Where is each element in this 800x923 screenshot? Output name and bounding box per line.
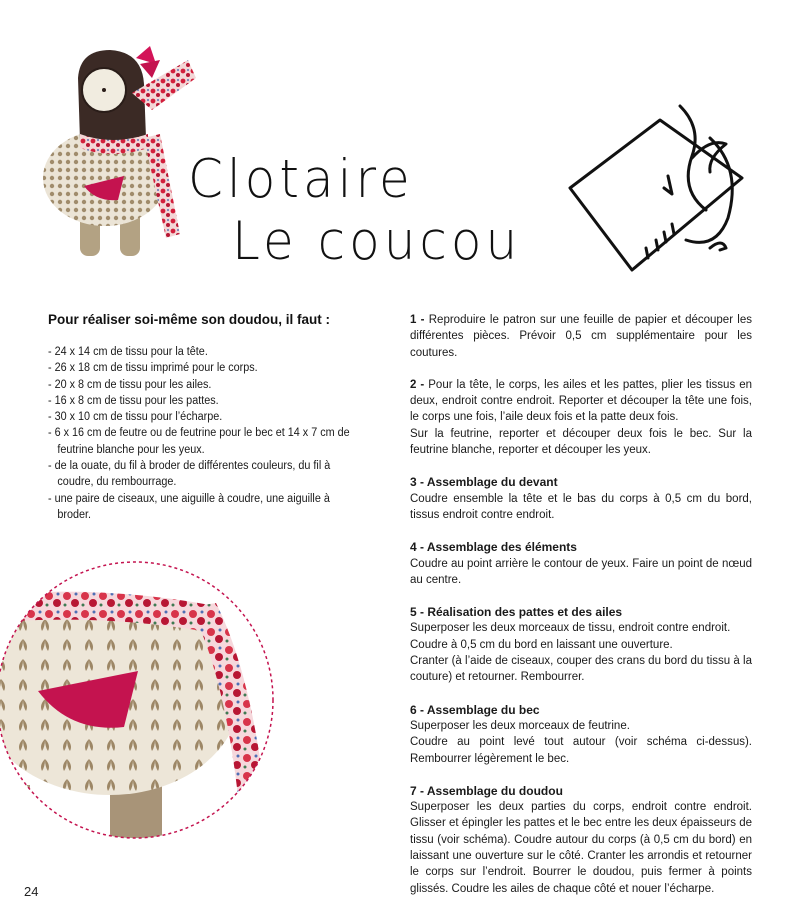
step-7-title: 7 - Assemblage du doudou	[410, 783, 563, 798]
step-2-text: Pour la tête, le corps, les ailes et les pattes, plier les tissus en deux, endroit contre endroit. Reporter et découper la tête une fois, le corps une fois, l’aile deux fois et la patte deux fois.	[410, 378, 752, 424]
step-2-number: 2 -	[410, 378, 429, 391]
step-6-text: Superposer les deux morceaux de feutrine.	[410, 719, 630, 732]
title-line-2: Le coucou	[232, 210, 522, 272]
step-5-text: Superposer les deux morceaux de tissu, endroit contre endroit.	[410, 622, 731, 635]
step-5-text-2: Coudre à 0,5 cm du bord en laissant une ouverture.	[410, 638, 673, 651]
list-item: - 6 x 16 cm de feutre ou de feutrine pour le bec et 14 x 7 cm de feutrine blanche pour les yeux.	[48, 427, 350, 456]
step-3	[410, 474, 752, 523]
step-2-text-2: Sur la feutrine, reporter et découper deux fois le bec. Sur la feutrine blanche, reporter et découper les yeux.	[410, 427, 752, 457]
materials-list	[48, 344, 370, 523]
list-item: - 30 x 10 cm de tissu pour l’écharpe.	[48, 411, 223, 424]
list-item: - une paire de ciseaux, une aiguille à coudre, une aiguille à broder.	[48, 492, 330, 521]
list-item: - de la ouate, du fil à broder de différentes couleurs, du fil à coudre, du rembourrage.	[48, 460, 331, 489]
step-5-text-3: Cranter (à l’aide de ciseaux, couper des crans du bord du tissu à la couture) et retourner. Rembourrer.	[410, 655, 752, 684]
step-2	[410, 377, 752, 458]
instructions-section	[410, 312, 752, 913]
step-3-text: Coudre ensemble la tête et le bas du corps à 0,5 cm du bord, tissus endroit contre endroit.	[410, 492, 752, 521]
step-6-text-2: Coudre au point levé tout autour (voir schéma ci-dessus). Rembourrer légèrement le bec.	[410, 736, 752, 765]
page-title	[188, 148, 522, 275]
step-4	[410, 539, 752, 588]
step-5-title: 5 - Réalisation des pattes et des ailes	[410, 605, 623, 620]
list-item: - 16 x 8 cm de tissu pour les pattes.	[48, 394, 219, 407]
page-number: 24	[24, 884, 39, 899]
materials-section	[48, 312, 370, 523]
step-1-number: 1 -	[410, 314, 429, 326]
toy-photo-closeup	[0, 555, 280, 845]
step-7-text: Superposer les deux parties du corps, endroit contre endroit. Glisser et épingler les pattes et le bec entre les deux épaisseurs de tissu (voir schéma). Coudre autour du corps (à 0,5 cm du bord) en laissant une ouverture sur le côté. Cranter les arrondis et retourner le corps sur l’endroit. Bourrer le doudou, puis fermer à points glissés. Coudre les ailes de chaque côté et nouer l’écharpe.	[410, 801, 752, 895]
step-5	[410, 604, 752, 685]
step-6	[410, 702, 752, 767]
step-7	[410, 783, 752, 897]
step-1-text: Reproduire le patron sur une feuille de papier et découper les différentes pièces. Prévoir 0,5 cm supplémentaire pour les coutures.	[410, 314, 752, 359]
step-3-title: 3 - Assemblage du devant	[410, 475, 558, 490]
list-item: - 24 x 14 cm de tissu pour la tête.	[48, 346, 208, 358]
list-item: - 20 x 8 cm de tissu pour les ailes.	[48, 378, 212, 391]
step-6-title: 6 - Assemblage du bec	[410, 702, 540, 717]
pattern-sketch	[560, 98, 760, 283]
list-item: - 26 x 18 cm de tissu imprimé pour le corps.	[48, 362, 258, 375]
materials-heading: Pour réaliser soi-même son doudou, il faut :	[48, 312, 331, 327]
toy-photo-full	[40, 38, 200, 278]
step-4-title: 4 - Assemblage des éléments	[410, 540, 577, 555]
step-1	[410, 312, 752, 361]
title-line-1: Clotaire	[188, 148, 414, 210]
step-4-text: Coudre au point arrière le contour de yeux. Faire un point de nœud au centre.	[410, 557, 752, 586]
